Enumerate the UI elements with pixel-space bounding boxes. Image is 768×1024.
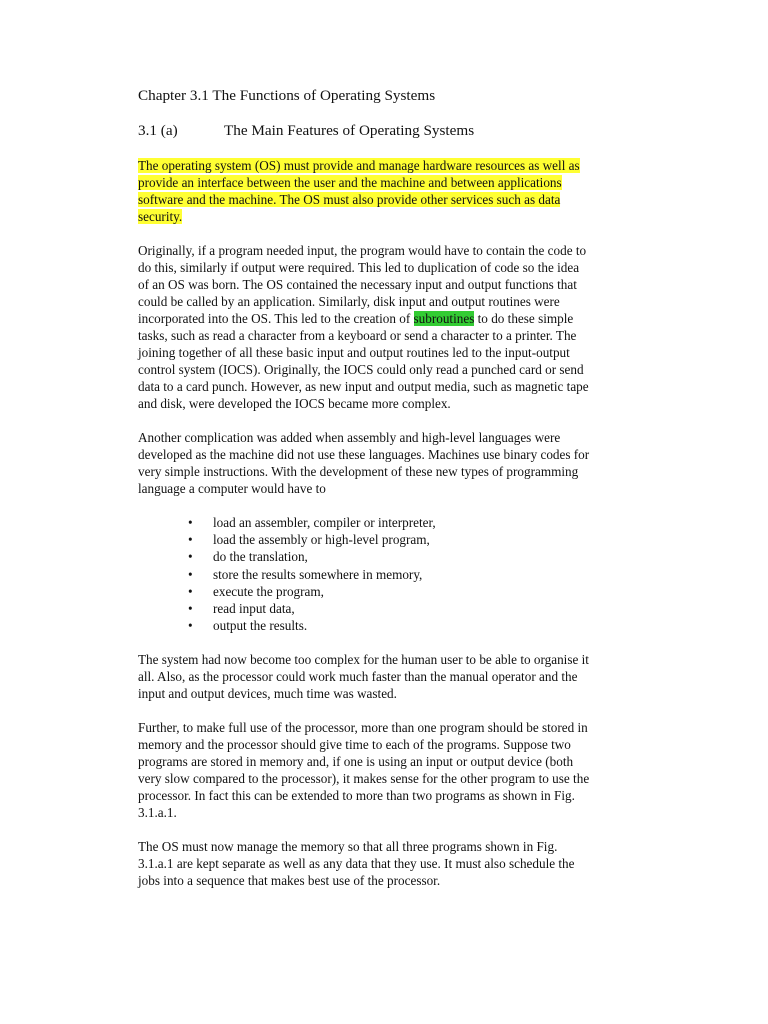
bullet-icon: • — [188, 583, 193, 599]
text-line: control system (IOCS). Originally, the IOCS could only read a punched card or send — [138, 362, 584, 377]
text-line: Another complication was added when assembly and high-level languages were — [138, 430, 561, 445]
text-line: Further, to make full use of the processor, more than one program should be stored in — [138, 720, 588, 736]
list-item — [188, 617, 638, 634]
text-line: incorporated into the OS. This led to the creation of — [138, 311, 414, 326]
list-item-text: store the results somewhere in memory, — [213, 566, 423, 582]
text-line: joining together of all these basic input and output routines led to the input-output — [138, 345, 570, 360]
multiprogramming-paragraph — [138, 719, 638, 821]
list-item — [188, 566, 638, 583]
text-line: processor. In fact this can be extended to more than two programs as shown in Fig. — [138, 788, 575, 804]
text-line: all. Also, as the processor could work much faster than the manual operator and the — [138, 669, 578, 685]
intro-line: The operating system (OS) must provide and manage hardware resources as well as — [138, 158, 580, 173]
text-line: and disk, were developed the IOCS became more complex. — [138, 396, 451, 411]
list-item-text: do the translation, — [213, 549, 308, 565]
text-line: The OS must now manage the memory so that all three programs shown in Fig. — [138, 839, 558, 855]
text-line: memory and the processor should give time to each of the programs. Suppose two — [138, 737, 571, 753]
section-title: The Main Features of Operating Systems — [224, 122, 475, 139]
list-item-text: execute the program, — [213, 583, 324, 599]
list-item-text: read input data, — [213, 601, 295, 617]
intro-line: provide an interface between the user and the machine and between applications — [138, 175, 562, 190]
section-heading — [138, 121, 638, 141]
text-line: very slow compared to the processor), it makes sense for the other program to use the — [138, 771, 590, 787]
list-item — [188, 514, 638, 531]
text-line: input and output devices, much time was wasted. — [138, 686, 397, 702]
text-line: jobs into a sequence that makes best use of the processor. — [138, 873, 441, 889]
text-line: 3.1.a.1. — [138, 805, 177, 821]
bullet-icon: • — [188, 532, 193, 548]
text-line: of an OS was born. The OS contained the necessary input and output functions that — [138, 277, 577, 292]
languages-paragraph — [138, 429, 638, 497]
text-line: to do these simple — [474, 311, 574, 326]
list-item-text: load the assembly or high-level program, — [213, 532, 430, 548]
subroutines-highlight: subroutines — [413, 311, 475, 326]
list-item — [188, 548, 638, 565]
text-line: data to a card punch. However, as new input and output media, such as magnetic tape — [138, 379, 589, 394]
text-line: very simple instructions. With the development of these new types of programming — [138, 464, 579, 479]
list-item-text: output the results. — [213, 618, 308, 634]
list-item — [188, 531, 638, 548]
steps-list — [138, 514, 638, 634]
text-line: language a computer would have to — [138, 481, 326, 496]
chapter-title: Chapter 3.1 The Functions of Operating Systems — [138, 87, 436, 104]
bullet-icon: • — [188, 515, 193, 530]
iocs-paragraph — [138, 242, 638, 412]
text-line: Originally, if a program needed input, the program would have to contain the code to — [138, 243, 587, 258]
complexity-paragraph — [138, 651, 638, 702]
text-line: could be called by an application. Similarly, disk input and output routines were — [138, 294, 560, 309]
bullet-icon: • — [188, 601, 193, 617]
intro-line: security. — [138, 209, 183, 224]
list-item — [188, 583, 638, 600]
intro-line: software and the machine. The OS must also provide other services such as data — [138, 192, 561, 207]
bullet-icon: • — [188, 566, 193, 582]
text-line: do this, similarly if output were required. This led to duplication of code so the idea — [138, 260, 580, 275]
intro-paragraph — [138, 157, 638, 225]
text-line: programs are stored in memory and, if one is using an input or output device (both — [138, 754, 574, 770]
list-item — [188, 600, 638, 617]
memory-management-paragraph — [138, 838, 638, 889]
text-line: developed as the machine did not use these languages. Machines use binary codes for — [138, 447, 590, 462]
text-line: 3.1.a.1 are kept separate as well as any data that they use. It must also schedule the — [138, 856, 575, 872]
section-number: 3.1 (a) — [138, 122, 178, 139]
bullet-icon: • — [188, 618, 193, 634]
text-line: tasks, such as read a character from a keyboard or send a character to a printer. The — [138, 328, 577, 343]
document-page — [138, 86, 638, 906]
bullet-icon: • — [188, 549, 193, 565]
text-line: The system had now become too complex for the human user to be able to organise it — [138, 652, 589, 668]
list-item-text: load an assembler, compiler or interpreter, — [213, 515, 436, 530]
